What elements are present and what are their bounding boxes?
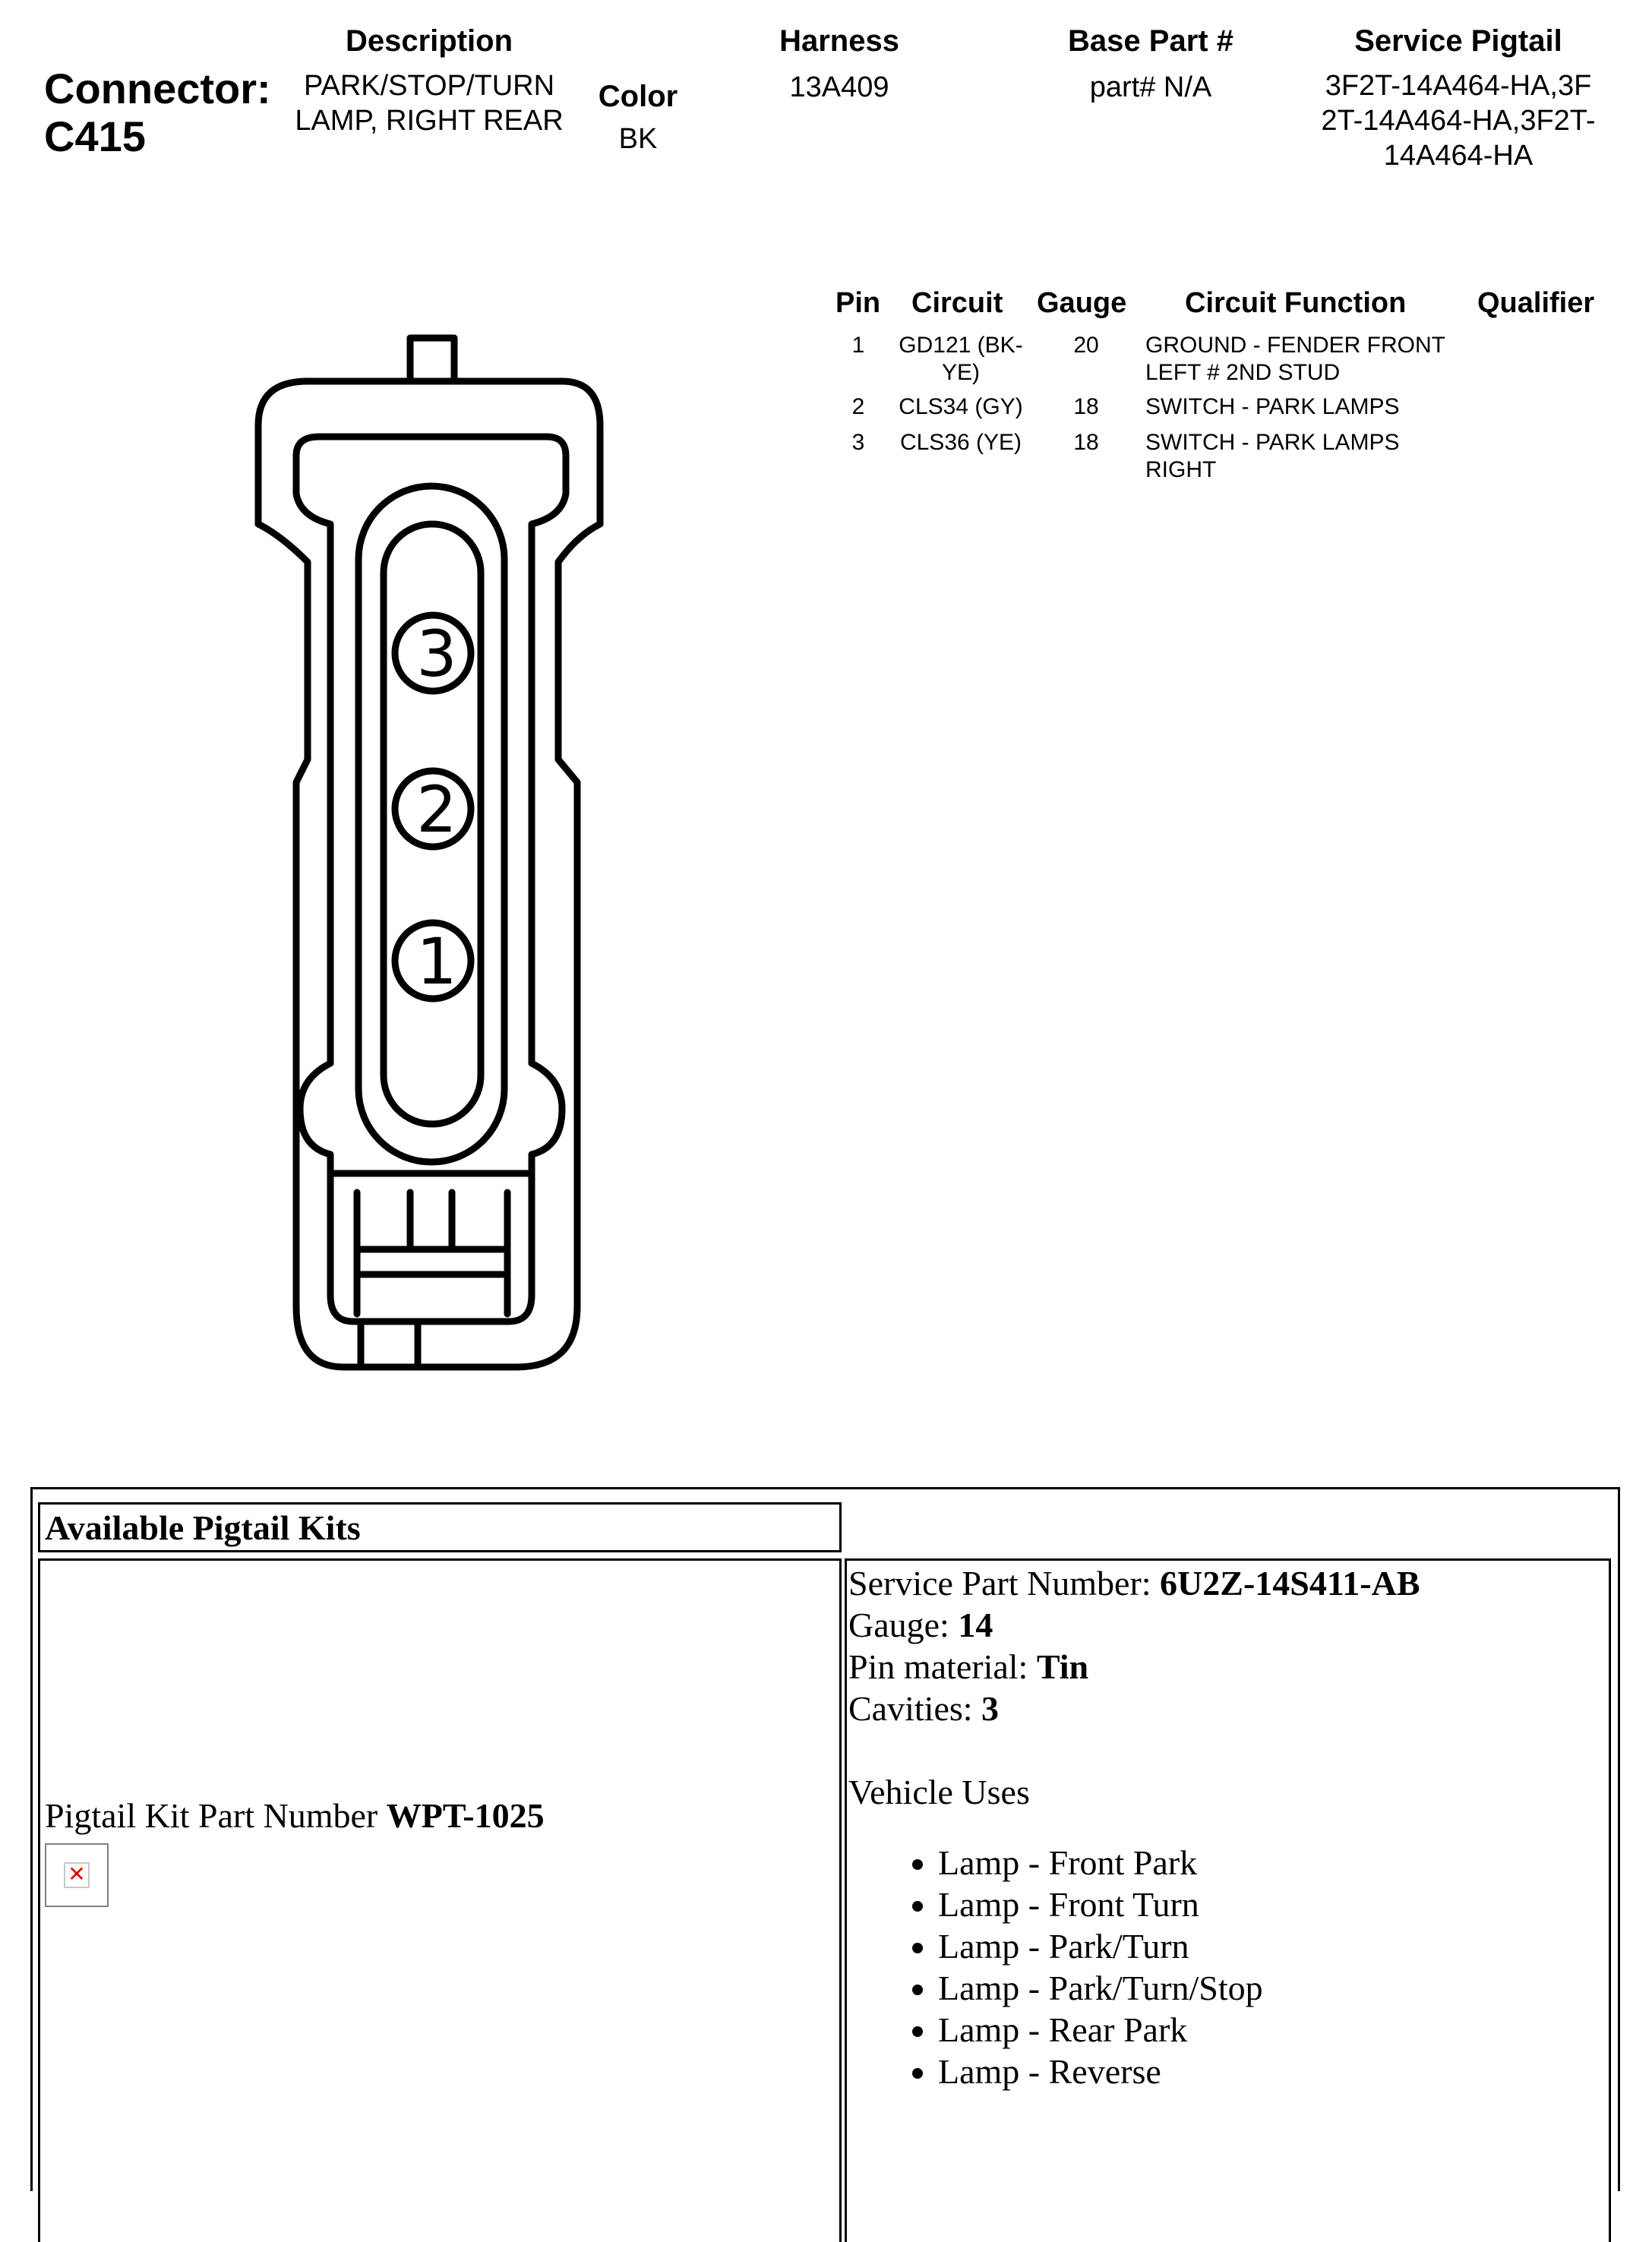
color-header: Color xyxy=(598,80,678,113)
kit-number-cell xyxy=(38,1558,842,2242)
pin-number: 1 xyxy=(851,333,865,358)
base-part-value: part# N/A xyxy=(1089,71,1212,103)
description-header: Description xyxy=(345,24,513,58)
description-value: PARK/STOP/TURN LAMP, RIGHT REAR xyxy=(295,70,564,137)
cavity-label: 2 xyxy=(416,772,457,847)
pin-gauge: 20 xyxy=(1073,333,1099,358)
pin-circuit: CLS36 (YE) xyxy=(899,430,1022,455)
gauge-line xyxy=(848,1604,1420,1646)
qualifier-header: Qualifier xyxy=(1477,287,1595,319)
pin-material-line xyxy=(848,1646,1420,1688)
table-top-border xyxy=(30,1487,1620,1489)
pin-gauge: 18 xyxy=(1073,430,1099,455)
connector-face-diagram xyxy=(243,327,623,1405)
outer-housing xyxy=(258,381,600,1367)
list-item: • Lamp - Park/Turn xyxy=(938,1925,1263,1967)
pigtail-kits-title-cell xyxy=(38,1502,842,1552)
pin-circuit: CLS34 (GY) xyxy=(899,394,1023,419)
harness-header: Harness xyxy=(779,24,899,58)
cavities-label: Cavities: xyxy=(848,1689,982,1728)
inner-wall xyxy=(296,437,566,1322)
list-item: • Lamp - Front Turn xyxy=(938,1884,1263,1925)
kit-part-number xyxy=(45,1795,545,1836)
pin-gauge: 18 xyxy=(1073,394,1099,419)
list-item: • Lamp - Reverse xyxy=(938,2051,1263,2092)
base-part-header: Base Part # xyxy=(1068,24,1233,58)
circuit-header: Circuit xyxy=(911,287,1003,319)
list-item: • Lamp - Rear Park xyxy=(938,2009,1263,2051)
service-part-line xyxy=(848,1562,1420,1604)
color-value: BK xyxy=(618,123,658,155)
service-part-label: Service Part Number: xyxy=(848,1564,1161,1603)
table-right-border xyxy=(1618,1487,1620,2191)
kit-part-number-value: WPT-1025 xyxy=(386,1796,545,1835)
cavities-line xyxy=(848,1688,1420,1729)
vehicle-uses-label: Vehicle Uses xyxy=(848,1773,1030,1811)
key-tab xyxy=(410,338,454,381)
pin-function: SWITCH - PARK LAMPS xyxy=(1145,394,1400,419)
harness-value: 13A409 xyxy=(789,71,889,103)
service-part-cell xyxy=(845,1558,1611,2242)
gauge-header: Gauge xyxy=(1037,287,1127,319)
function-header: Circuit Function xyxy=(1185,287,1407,319)
connector-label: Connector: xyxy=(44,65,271,112)
pin-circuit: GD121 (BK-YE) xyxy=(899,333,1023,385)
pin-number: 2 xyxy=(851,394,865,419)
service-part-details xyxy=(848,1562,1420,1813)
vehicle-uses-list xyxy=(847,1842,1263,2092)
gauge-label: Gauge: xyxy=(848,1606,959,1644)
service-pigtail-header: Service Pigtail xyxy=(1354,24,1562,58)
cavity-label: 1 xyxy=(416,924,457,999)
service-pigtail-value: 3F2T-14A464-HA,3F2T-14A464-HA,3F2T-14A464-HA xyxy=(1321,70,1596,172)
cavity-label: 3 xyxy=(416,617,457,691)
pin-function: SWITCH - PARK LAMPS RIGHT xyxy=(1145,430,1400,482)
list-item: • Lamp - Front Park xyxy=(938,1842,1263,1884)
pin-number: 3 xyxy=(851,430,865,455)
pin-material-label: Pin material: xyxy=(848,1647,1037,1686)
list-item: • Lamp - Park/Turn/Stop xyxy=(938,1967,1263,2009)
pin-header: Pin xyxy=(835,287,881,319)
gauge-value: 14 xyxy=(958,1606,993,1644)
service-part-value: 6U2Z-14S411-AB xyxy=(1160,1564,1420,1603)
connector-id: C415 xyxy=(44,112,146,160)
cavities-value: 3 xyxy=(981,1689,1000,1728)
broken-image-icon xyxy=(45,1843,109,1907)
pin-material-value: Tin xyxy=(1036,1647,1089,1686)
pigtail-kits-title: Available Pigtail Kits xyxy=(45,1508,361,1547)
pin-function: GROUND - FENDER FRONT LEFT # 2ND STUD xyxy=(1145,333,1445,385)
table-left-border xyxy=(30,1487,33,2191)
kit-part-number-label: Pigtail Kit Part Number xyxy=(45,1796,387,1835)
broken-image-x-icon: ✕ xyxy=(64,1862,90,1888)
